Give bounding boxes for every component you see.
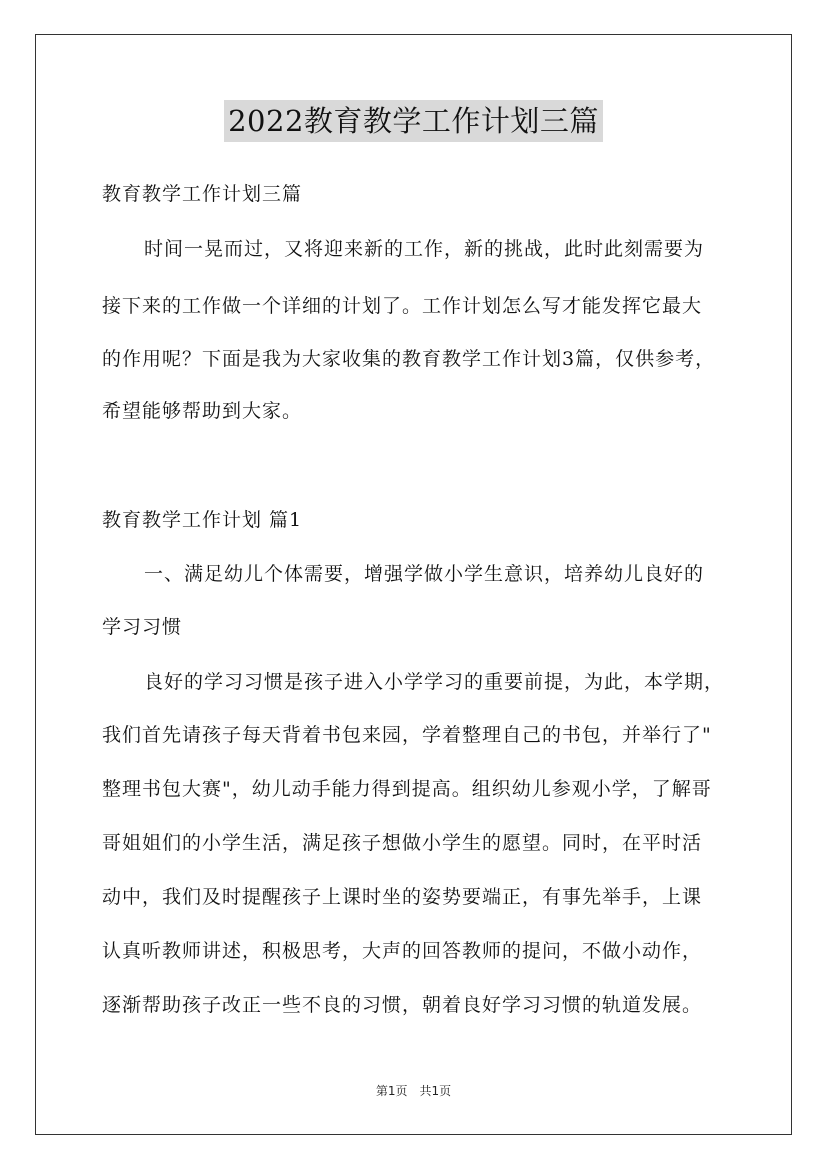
document-subtitle: 教育教学工作计划三篇: [102, 183, 303, 205]
body-line: 整理书包大赛"，幼儿动手能力得到提高。组织幼儿参观小学，了解哥: [102, 778, 712, 800]
body-line: 我们首先请孩子每天背着书包来园，学着整理自己的书包，并举行了": [102, 724, 712, 746]
intro-line: 接下来的工作做一个详细的计划了。工作计划怎么写才能发挥它最大: [102, 295, 703, 317]
document-title: [0, 100, 827, 142]
body-line: 哥姐姐们的小学生活，满足孩子想做小学生的愿望。同时，在平时活: [102, 832, 703, 854]
point-heading-line: 一、满足幼儿个体需要，增强学做小学生意识，培养幼儿良好的: [144, 563, 705, 585]
intro-line: 时间一晃而过，又将迎来新的工作，新的挑战，此时此刻需要为: [144, 238, 705, 260]
section-heading: 教育教学工作计划 篇1: [102, 509, 303, 531]
body-line: 逐渐帮助孩子改正一些不良的习惯，朝着良好学习习惯的轨道发展。: [102, 994, 703, 1016]
body-line: 认真听教师讲述，积极思考，大声的回答教师的提问，不做小动作，: [102, 940, 703, 962]
body-line: 良好的学习习惯是孩子进入小学学习的重要前提，为此，本学期，: [144, 671, 725, 693]
intro-line: 希望能够帮助到大家。: [102, 400, 303, 422]
point-heading-line: 学习习惯: [102, 616, 183, 638]
intro-line: 的作用呢？下面是我为大家收集的教育教学工作计划3篇，仅供参考，: [102, 348, 716, 370]
body-line: 动中，我们及时提醒孩子上课时坐的姿势要端正，有事先举手，上课: [102, 886, 703, 908]
document-title-text: 2022教育教学工作计划三篇: [224, 100, 603, 142]
page-footer: 第1页 共1页: [375, 1084, 452, 1098]
